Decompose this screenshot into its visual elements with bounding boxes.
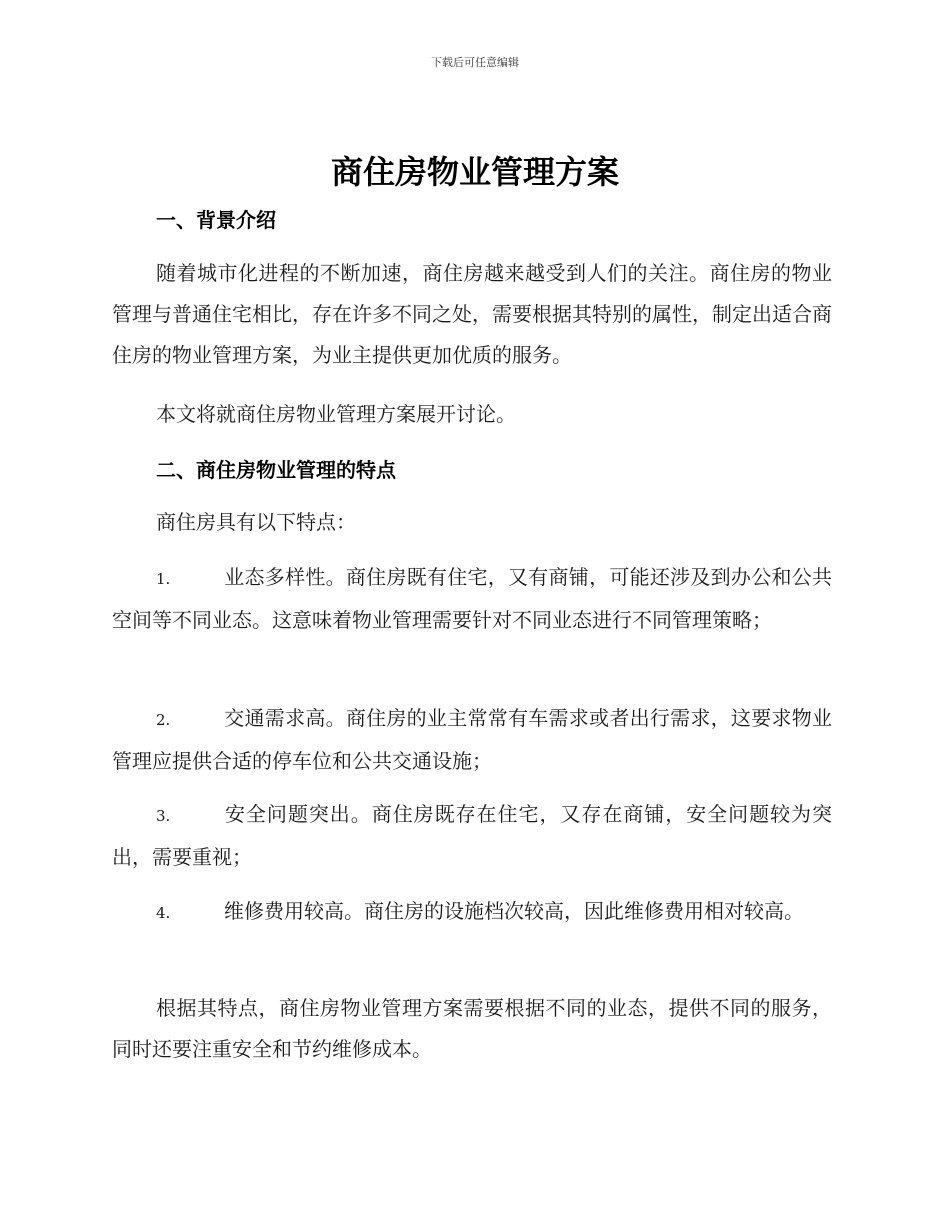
list-item-number: 4.: [156, 904, 171, 922]
list-item-number: 3.: [156, 807, 171, 825]
list-item: [112, 698, 832, 782]
section-heading-background: 一、背景介绍: [156, 208, 276, 232]
list-item-text: 业态多样性。商住房既有住宅，又有商铺，可能还涉及到办公和公共空间等不同业态。这意味着物业管理需要针对不同业态进行不同管理策略；: [112, 565, 832, 632]
list-item-text: 维修费用较高。商住房的设施档次较高，因此维修费用相对较高。: [224, 899, 804, 923]
features-intro: 商住房具有以下特点：: [156, 510, 356, 534]
discussion-paragraph: 本文将就商住房物业管理方案展开讨论。: [156, 402, 516, 426]
header-note: 下载后可任意编辑: [431, 56, 519, 69]
list-item-text: 交通需求高。商住房的业主常常有车需求或者出行需求，这要求物业管理应提供合适的停车位和公共交通设施；: [112, 706, 832, 773]
list-item: [112, 794, 832, 878]
list-item: [112, 891, 832, 934]
list-item-number: 1.: [156, 570, 171, 588]
background-paragraph: 随着城市化进程的不断加速，商住房越来越受到人们的关注。商住房的物业管理与普通住宅相比，存在许多不同之处，需要根据其特别的属性，制定出适合商住房的物业管理方案，为业主提供更加优质的服务。: [112, 261, 832, 367]
conclusion-paragraph: 根据其特点，商住房物业管理方案需要根据不同的业态，提供不同的服务，同时还要注重安全和节约维修成本。: [112, 996, 832, 1061]
list-item: [112, 557, 832, 641]
document-title: 商住房物业管理方案: [330, 153, 619, 191]
list-item-number: 2.: [156, 711, 171, 729]
section-heading-features: 二、商住房物业管理的特点: [156, 458, 396, 482]
list-item-text: 安全问题突出。商住房既存在住宅，又存在商铺，安全问题较为突出，需要重视；: [112, 802, 832, 869]
